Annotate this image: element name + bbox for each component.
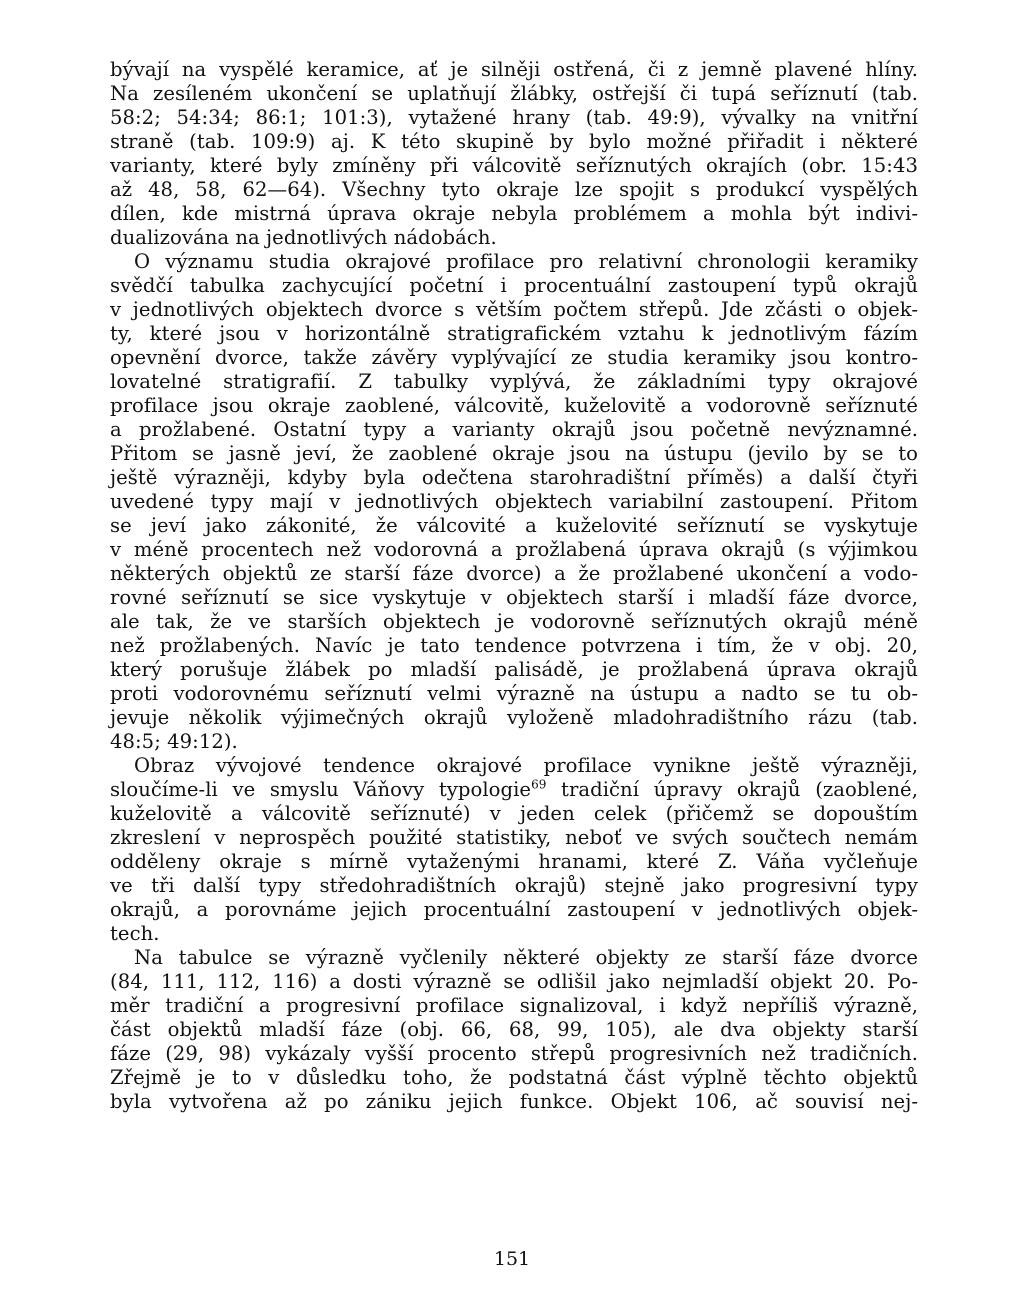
text-line: ale tak, že ve starších objektech je vodorovně seříznutých okrajů méně <box>110 610 918 633</box>
text-line: varianty, které byly zmíněny při válcovitě seříznutých okrajích (obr. 15:43 <box>110 154 918 177</box>
text-line: straně (tab. 109:9) aj. K této skupině by bylo možné přiřadit i některé <box>110 130 918 153</box>
text-line: Přitom se jasně jeví, že zaoblené okraje jsou na ústupu (jevilo by se to <box>110 442 918 465</box>
text-line: kuželovitě a válcovitě seříznuté) v jeden celek (přičemž se dopouštím <box>110 802 918 825</box>
paragraph-2 <box>110 250 918 754</box>
text-line: rovné seříznutí se sice vyskytuje v objektech starší i mladší fáze dvorce, <box>110 586 918 609</box>
page-body <box>110 58 918 1114</box>
paragraph-1 <box>110 58 918 250</box>
text-line: než prožlabených. Navíc je tato tendence potvrzena i tím, že v obj. 20, <box>110 634 918 657</box>
text-line: část objektů mladší fáze (obj. 66, 68, 99, 105), ale dva objekty starší <box>110 1018 918 1041</box>
text-line: některých objektů ze starší fáze dvorce) a že prožlabené ukončení a vodo- <box>110 562 918 585</box>
text-line: a prožlabené. Ostatní typy a varianty okrajů jsou početně nevýznamné. <box>110 418 918 441</box>
text-line: 58:2; 54:34; 86:1; 101:3), vytažené hrany (tab. 49:9), vývalky na vnitřní <box>110 106 918 129</box>
text-line: dualizována na jednotlivých nádobách. <box>110 226 497 249</box>
footnote-reference: 69 <box>531 777 547 792</box>
text-line: opevnění dvorce, takže závěry vyplývající ze studia keramiky jsou kontro- <box>110 346 918 369</box>
text-line: O významu studia okrajové profilace pro relativní chronologii keramiky <box>134 250 918 273</box>
text-line: Na tabulce se výrazně vyčlenily některé objekty ze starší fáze dvorce <box>134 946 918 969</box>
text-line: ještě výrazněji, kdyby byla odečtena starohradištní příměs) a další čtyři <box>110 466 918 489</box>
text-line: ve tři další typy středohradištních okrajů) stejně jako progresivní typy <box>110 874 918 897</box>
text-line: jevuje několik výjimečných okrajů vyloženě mladohradištního rázu (tab. <box>110 706 918 729</box>
text-line: 48:5; 49:12). <box>110 730 238 753</box>
text-line: bývají na vyspělé keramice, ať je silněji ostřená, či z jemně plavené hlíny. <box>110 58 918 81</box>
text-line: byla vytvořena až po zániku jejich funkce. Objekt 106, ač souvisí nej- <box>110 1090 918 1113</box>
paragraph-4 <box>110 946 918 1114</box>
text-line: v jednotlivých objektech dvorce s větším počtem střepů. Jde zčásti o objek- <box>110 298 918 321</box>
text-line: tech. <box>110 922 160 945</box>
text-line: Zřejmě je to v důsledku toho, že podstatná část výplně těchto objektů <box>110 1066 918 1089</box>
text-line: který porušuje žlábek po mladší palisádě, je prožlabená úprava okrajů <box>110 658 918 681</box>
text-line: Obraz vývojové tendence okrajové profilace vynikne ještě výrazněji, <box>134 754 918 777</box>
text-line: Na zesíleném ukončení se uplatňují žlábky, ostřejší či tupá seříznutí (tab. <box>110 82 918 105</box>
text-line-with-footnote <box>110 778 918 802</box>
text-segment: tradiční úpravy okrajů (zaoblené, <box>546 778 918 801</box>
text-line: až 48, 58, 62—64). Všechny tyto okraje lze spojit s produkcí vyspělých <box>110 178 918 201</box>
paragraph-3 <box>110 754 918 946</box>
text-line: měr tradiční a progresivní profilace signalizoval, i když nepříliš výrazně, <box>110 994 918 1017</box>
text-line: fáze (29, 98) vykázaly vyšší procento střepů progresivních než tradičních. <box>110 1042 918 1065</box>
text-line: ty, které jsou v horizontálně stratigrafickém vztahu k jednotlivým fázím <box>110 322 918 345</box>
text-line: (84, 111, 112, 116) a dosti výrazně se odlišil jako nejmladší objekt 20. Po- <box>110 970 918 993</box>
text-line: lovatelné stratigrafií. Z tabulky vyplývá, že základními typy okrajové <box>110 370 918 393</box>
page-number: 151 <box>493 1248 531 1270</box>
text-line: uvedené typy mají v jednotlivých objektech variabilní zastoupení. Přitom <box>110 490 918 513</box>
text-line: proti vodorovnému seříznutí velmi výrazně na ústupu a nadto se tu ob- <box>110 682 918 705</box>
text-line: okrajů, a porovnáme jejich procentuální zastoupení v jednotlivých objek- <box>110 898 918 921</box>
text-line: profilace jsou okraje zaoblené, válcovitě, kuželovitě a vodorovně seříznuté <box>110 394 918 417</box>
text-line: zkreslení v neprospěch použité statistiky, neboť ve svých součtech nemám <box>110 826 918 849</box>
text-segment: sloučíme-li ve smyslu Váňovy typologie <box>110 778 532 801</box>
text-line: odděleny okraje s mírně vytaženými hranami, které Z. Váňa vyčleňuje <box>110 850 918 873</box>
text-line: se jeví jako zákonité, že válcovité a kuželovité seříznutí se vyskytuje <box>110 514 918 537</box>
text-line: dílen, kde mistrná úprava okraje nebyla problémem a mohla být indivi- <box>110 202 918 225</box>
text-line: svědčí tabulka zachycující početní i procentuální zastoupení typů okrajů <box>110 274 918 297</box>
text-line: v méně procentech než vodorovná a prožlabená úprava okrajů (s výjimkou <box>110 538 918 561</box>
